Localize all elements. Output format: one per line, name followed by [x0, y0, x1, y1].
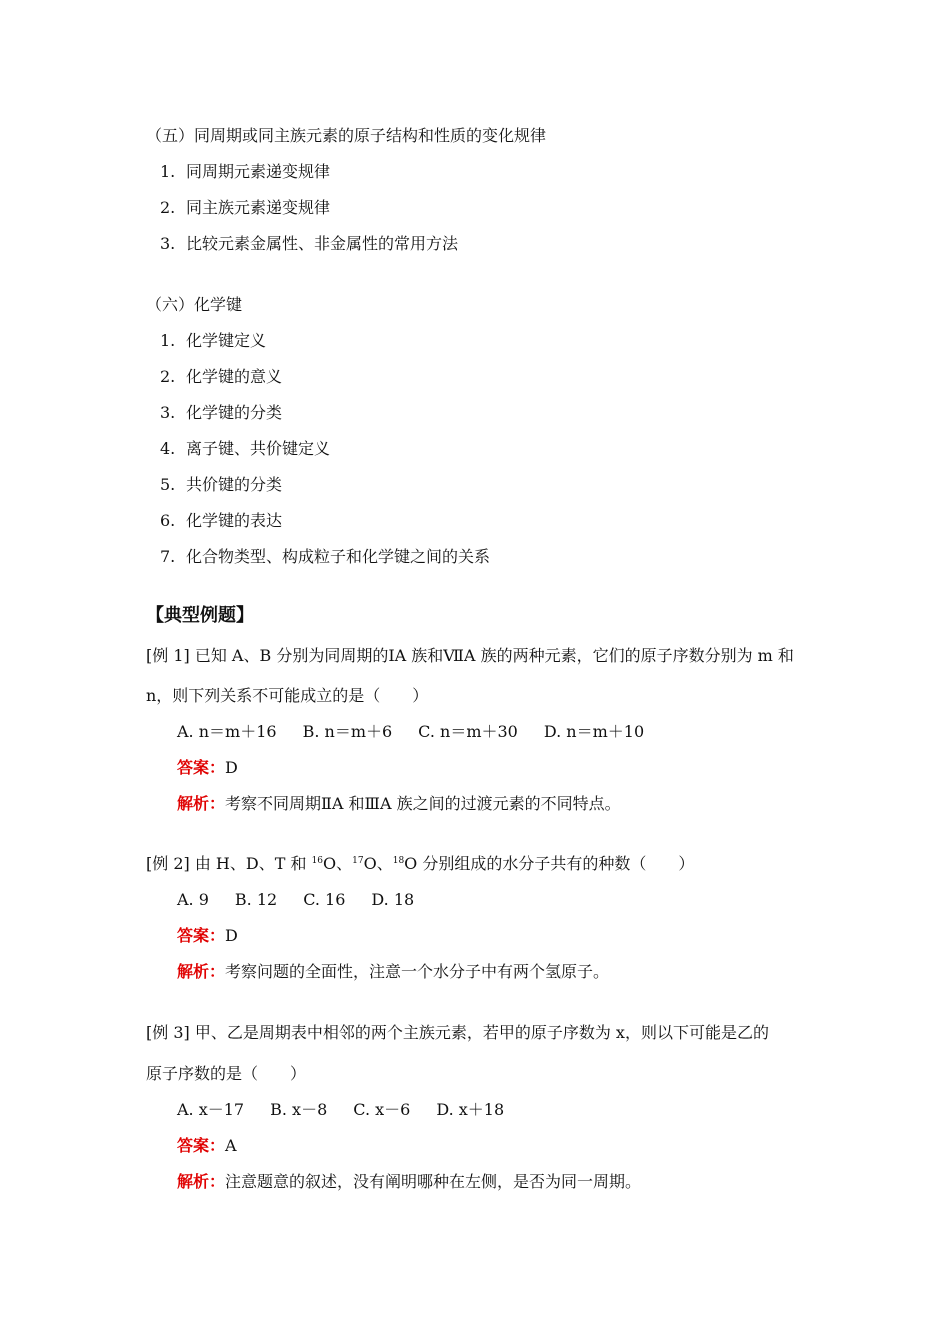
item-text: 离子键、共价键定义	[186, 439, 331, 458]
example-3-question-line-1: [例 3] 甲、乙是周期表中相邻的两个主族元素，若甲的原子序数为 x，则以下可能是乙的	[146, 1023, 769, 1042]
answer-value: A	[225, 1136, 237, 1155]
isotope-symbol: O、	[323, 854, 353, 873]
list-item	[160, 197, 330, 219]
option-c: C. n＝m＋30	[418, 722, 518, 741]
analysis-text: 注意题意的叙述，没有阐明哪种在左侧，是否为同一周期。	[225, 1172, 642, 1191]
option-c: C. x－6	[353, 1100, 411, 1119]
option-b: B. 12	[234, 890, 278, 909]
item-text: 比较元素金属性、非金属性的常用方法	[186, 234, 459, 253]
item-text: 共价键的分类	[186, 475, 283, 494]
example-2-question	[146, 853, 694, 875]
item-number: 5.	[160, 475, 176, 494]
list-item	[160, 233, 458, 255]
list-item	[160, 546, 490, 568]
list-item	[160, 510, 282, 532]
list-item	[160, 474, 282, 496]
list-item	[160, 402, 282, 424]
question-prefix: [例 2] 由 H、D、T 和	[146, 854, 312, 873]
item-text: 化学键的意义	[186, 367, 283, 386]
isotope-mass: 18	[392, 856, 405, 866]
item-number: 2.	[160, 198, 176, 217]
option-b: B. n＝m＋6	[302, 722, 393, 741]
option-a: A. x－17	[177, 1100, 245, 1119]
option-d: D. n＝m＋10	[543, 722, 645, 741]
analysis-label: 解析：	[177, 1172, 226, 1191]
option-a: A. n＝m＋16	[177, 722, 277, 741]
analysis-text: 考察问题的全面性，注意一个水分子中有两个氢原子。	[225, 962, 610, 981]
example-1-analysis	[177, 793, 621, 815]
example-3-answer	[177, 1135, 237, 1157]
option-a: A. 9	[177, 890, 209, 909]
item-number: 7.	[160, 547, 176, 566]
item-text: 化学键的分类	[186, 403, 283, 422]
answer-value: D	[225, 758, 238, 777]
example-3-analysis	[177, 1171, 641, 1193]
section-5-title: （五）同周期或同主族元素的原子结构和性质的变化规律	[146, 126, 547, 145]
option-d: D. 18	[371, 890, 415, 909]
isotope-mass: 17	[352, 856, 364, 866]
item-number: 1.	[160, 331, 176, 350]
example-2-options	[177, 889, 440, 911]
item-number: 6.	[160, 511, 176, 530]
example-3-question-line-2: 原子序数的是（ ）	[146, 1064, 307, 1083]
item-text: 化合物类型、构成粒子和化学键之间的关系	[186, 547, 491, 566]
isotope-symbol: O、	[363, 854, 393, 873]
example-3-options	[177, 1099, 530, 1121]
analysis-text: 考察不同周期ⅡA 和ⅢA 族之间的过渡元素的不同特点。	[225, 794, 621, 813]
list-item	[160, 438, 330, 460]
question-suffix: O 分别组成的水分子共有的种数（ ）	[404, 854, 695, 873]
answer-label: 答案：	[177, 1136, 226, 1155]
item-number: 3.	[160, 234, 176, 253]
item-text: 化学键定义	[186, 331, 267, 350]
item-number: 1.	[160, 162, 176, 181]
item-text: 同主族元素递变规律	[186, 198, 331, 217]
analysis-label: 解析：	[177, 962, 226, 981]
example-2-analysis	[177, 961, 609, 983]
item-text: 化学键的表达	[186, 511, 283, 530]
analysis-label: 解析：	[177, 794, 226, 813]
option-d: D. x＋18	[436, 1100, 505, 1119]
answer-label: 答案：	[177, 758, 226, 777]
section-6-title: （六）化学键	[146, 295, 243, 314]
example-1-options	[177, 721, 670, 743]
list-item	[160, 366, 282, 388]
example-1-answer	[177, 757, 238, 779]
option-b: B. x－8	[270, 1100, 328, 1119]
example-1-question-line-1: [例 1] 已知 A、B 分别为同周期的ⅠA 族和ⅦA 族的两种元素，它们的原子序数分别为 m 和	[146, 646, 794, 665]
example-2-answer	[177, 925, 238, 947]
answer-value: D	[225, 926, 238, 945]
item-number: 3.	[160, 403, 176, 422]
isotope-mass: 16	[311, 856, 324, 866]
item-number: 4.	[160, 439, 176, 458]
example-1-question-line-2: n，则下列关系不可能成立的是（ ）	[146, 686, 429, 705]
examples-heading: 【典型例题】	[146, 605, 254, 626]
list-item	[160, 161, 330, 183]
item-text: 同周期元素递变规律	[186, 162, 331, 181]
item-number: 2.	[160, 367, 176, 386]
answer-label: 答案：	[177, 926, 226, 945]
option-c: C. 16	[303, 890, 346, 909]
list-item	[160, 330, 266, 352]
